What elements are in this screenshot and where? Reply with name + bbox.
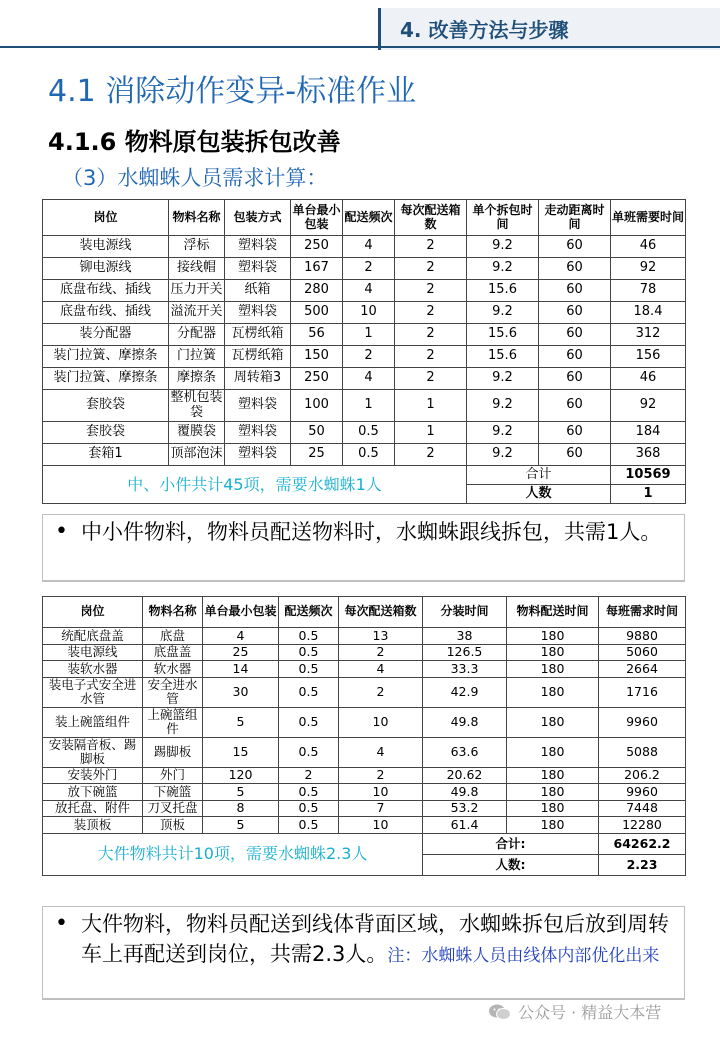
table-cell: 0.5 [343,444,395,466]
table-cell: 刀叉托盘 [143,800,203,817]
table-cell: 25 [203,644,279,661]
table-cell: 装电子式安全进水管 [43,677,143,707]
table-row [43,368,686,390]
table-cell: 250 [291,368,343,390]
table-cell: 120 [203,767,279,784]
table-cell: 10 [343,302,395,324]
table-cell: 50 [291,422,343,444]
table-cell: 外门 [143,767,203,784]
table-cell: 7 [339,800,423,817]
table-row [43,817,686,834]
table-cell: 49.8 [423,707,507,737]
table-cell: 放下碗篮 [43,784,143,801]
table-cell: 9.2 [467,236,539,258]
conclusion-box-small-parts [42,514,685,582]
table-cell: 上碗篮组件 [143,707,203,737]
table-cell: 8 [203,800,279,817]
table-cell: 60 [539,444,611,466]
table-cell: 铆电源线 [43,258,169,280]
header-cell: 每次配送箱数 [339,597,423,628]
header-cell: 每次配送箱数 [395,200,467,236]
total-label: 合计: [423,833,599,854]
table-row [43,444,686,466]
table-cell: 放托盘、附件 [43,800,143,817]
total-label: 合计 [467,466,611,485]
table-cell: 塑料袋 [225,258,291,280]
table-cell: 底盘布线、插线 [43,302,169,324]
small-parts-table [42,199,686,504]
header-cell: 岗位 [43,200,169,236]
table-cell: 61.4 [423,817,507,834]
table-cell: 63.6 [423,737,507,767]
table-cell: 15 [203,737,279,767]
table-cell: 顶板 [143,817,203,834]
table-cell: 18.4 [611,302,686,324]
table-cell: 0.5 [279,707,339,737]
table-cell: 4 [343,368,395,390]
header-cell: 物料名称 [169,200,225,236]
table-row [43,302,686,324]
table-cell: 分配器 [169,324,225,346]
table-cell: 180 [507,677,599,707]
table-cell: 装门拉簧、摩擦条 [43,368,169,390]
table-cell: 13 [339,628,423,645]
table-row [43,628,686,645]
table-cell: 2 [395,346,467,368]
conclusion-box-large-parts [42,906,685,1000]
table-cell: 60 [539,302,611,324]
table-cell: 4 [343,236,395,258]
table-cell: 底盘布线、插线 [43,280,169,302]
table-cell: 9.2 [467,258,539,280]
table-cell: 150 [291,346,343,368]
table-cell: 4 [343,280,395,302]
table-cell: 312 [611,324,686,346]
table-row [43,767,686,784]
table-cell: 4 [339,661,423,678]
table-cell: 7448 [599,800,686,817]
table-cell: 180 [507,707,599,737]
table-row [43,390,686,422]
table-cell: 184 [611,422,686,444]
table-header-row [43,200,686,236]
table-cell: 126.5 [423,644,507,661]
table-cell: 60 [539,236,611,258]
table-cell: 53.2 [423,800,507,817]
table-cell: 周转箱3 [225,368,291,390]
table-cell: 15.6 [467,324,539,346]
table-cell: 9960 [599,784,686,801]
table-cell: 溢流开关 [169,302,225,324]
table-cell: 10 [339,817,423,834]
table-cell: 60 [539,346,611,368]
table-cell: 装电源线 [43,644,143,661]
table-cell: 2 [395,444,467,466]
table-cell: 安装外门 [43,767,143,784]
table-cell: 摩擦条 [169,368,225,390]
table-cell: 500 [291,302,343,324]
table-cell: 180 [507,817,599,834]
table-cell: 56 [291,324,343,346]
table-cell: 33.3 [423,661,507,678]
section-heading: 4. 改善方法与步骤 [400,18,569,42]
table-cell: 42.9 [423,677,507,707]
table-cell: 1716 [599,677,686,707]
header-cell: 分装时间 [423,597,507,628]
table-cell: 塑料袋 [225,422,291,444]
table-cell: 9.2 [467,444,539,466]
table-cell: 280 [291,280,343,302]
table-cell: 安装隔音板、踢脚板 [43,737,143,767]
table-cell: 368 [611,444,686,466]
table-cell: 5 [203,707,279,737]
table-cell: 瓦楞纸箱 [225,324,291,346]
table-cell: 180 [507,644,599,661]
table-cell: 1 [395,390,467,422]
table-cell: 接线帽 [169,258,225,280]
table-cell: 整机包装袋 [170,390,223,420]
table-cell: 20.62 [423,767,507,784]
table-cell: 2 [395,258,467,280]
table-cell: 60 [539,368,611,390]
summary-note: 中、小件共计45项，需要水蜘蛛1人 [43,466,467,504]
table-cell: 180 [507,661,599,678]
header-cell: 单台最小包装 [291,200,343,236]
total-row [43,466,686,485]
table-cell: 装电源线 [43,236,169,258]
table-cell: 9960 [599,707,686,737]
header-cell: 包装方式 [225,200,291,236]
table-cell: 92 [611,258,686,280]
table-cell: 10 [339,784,423,801]
table-cell: 180 [507,628,599,645]
large-parts-table [42,596,686,876]
total-value: 10569 [611,466,686,485]
header-cell: 岗位 [43,597,143,628]
conclusion-text: 中小件物料，物料员配送物料时，水蜘蛛跟线拆包，共需1人。 [81,520,662,544]
header-cell: 走动距离时间 [539,200,611,236]
table-cell: 压力开关 [169,280,225,302]
people-value: 1 [611,485,686,504]
table-cell: 套胶袋 [43,422,169,444]
table-cell: 60 [539,324,611,346]
table-cell: 塑料袋 [225,390,291,422]
table-cell: 250 [291,236,343,258]
table-cell: 装顶板 [43,817,143,834]
table-cell: 2 [395,236,467,258]
people-label: 人数 [467,485,611,504]
table-cell: 2664 [599,661,686,678]
total-value: 64262.2 [599,833,686,854]
table-cell: 顶部泡沫 [169,444,225,466]
header-cell: 配送频次 [343,200,395,236]
table-cell: 0.5 [279,800,339,817]
table-cell: 底盘 [143,628,203,645]
table-row [43,661,686,678]
table-cell: 统配底盘盖 [43,628,143,645]
watermark [488,1000,661,1023]
table-cell: 浮标 [169,236,225,258]
table-cell: 1 [343,324,395,346]
table-cell: 瓦楞纸箱 [225,346,291,368]
table-cell: 2 [395,302,467,324]
table-cell: 门拉簧 [169,346,225,368]
table-cell: 156 [611,346,686,368]
people-label: 人数: [423,854,599,875]
table-cell: 2 [395,324,467,346]
table-cell: 2 [339,767,423,784]
table-row [43,346,686,368]
table-cell: 60 [539,258,611,280]
table-cell: 塑料袋 [225,302,291,324]
table-cell: 塑料袋 [225,444,291,466]
table-header-row [43,597,686,628]
header-rule [0,46,720,48]
table-cell: 2 [339,644,423,661]
table-cell: 0.5 [279,661,339,678]
header-cell: 单班需要时间 [611,200,686,236]
table-cell: 10 [339,707,423,737]
table-row [43,236,686,258]
table-cell: 5 [203,817,279,834]
table-cell: 5 [203,784,279,801]
table-cell: 38 [423,628,507,645]
table-cell: 0.5 [343,422,395,444]
table-cell: 2 [343,258,395,280]
table-row [43,800,686,817]
bullet-dot: • [55,519,68,544]
table-row [43,324,686,346]
table-cell: 1 [395,422,467,444]
table-cell: 4 [203,628,279,645]
table-row [43,784,686,801]
table-cell: 92 [611,390,686,422]
table-cell: 覆膜袋 [169,422,225,444]
table-cell: 0.5 [279,628,339,645]
table-row [43,677,686,707]
table-cell: 安全进水管 [143,677,203,707]
table-cell: 180 [507,737,599,767]
table-cell: 2 [395,368,467,390]
page-title: 4.1 消除动作变异-标准作业 [48,74,417,109]
table-cell: 15.6 [467,280,539,302]
header-cell: 单个拆包时间 [467,200,539,236]
table-cell: 100 [291,390,343,422]
table-row [43,422,686,444]
table-cell: 167 [291,258,343,280]
table-cell: 9.2 [467,390,539,422]
bullet-dot: • [55,911,68,936]
table-row [43,258,686,280]
header-cell: 每班需求时间 [599,597,686,628]
table-cell: 9.2 [467,368,539,390]
table-cell: 装分配器 [43,324,169,346]
table-cell: 0.5 [279,677,339,707]
header-cell: 物料配送时间 [507,597,599,628]
table-row [43,644,686,661]
table-cell: 12280 [599,817,686,834]
table-cell: 下碗篮 [143,784,203,801]
watermark-text: 公众号 · 精益大本营 [518,1003,662,1022]
table-cell: 套箱1 [43,444,169,466]
table-cell: 180 [507,800,599,817]
table-cell: 5060 [599,644,686,661]
section-caption: （3）水蜘蛛人员需求计算： [62,166,328,190]
header-cell: 单台最小包装 [203,597,279,628]
table-cell: 踢脚板 [143,737,203,767]
table-cell: 78 [611,280,686,302]
wechat-icon [488,1003,512,1021]
table-cell: 纸箱 [225,280,291,302]
header-cell: 物料名称 [143,597,203,628]
page-subtitle: 4.1.6 物料原包装拆包改善 [48,128,341,156]
table-cell: 60 [539,422,611,444]
table-row [43,280,686,302]
table-cell: 46 [611,368,686,390]
conclusion-note: 注：水蜘蛛人员由线体内部优化出来 [387,946,660,967]
table-cell: 60 [539,280,611,302]
header-cell: 配送频次 [279,597,339,628]
conclusion-text [81,909,674,970]
table-cell: 套胶袋 [43,390,169,422]
table-cell: 180 [507,767,599,784]
summary-note: 大件物料共计10项，需要水蜘蛛2.3人 [43,833,423,875]
table-cell: 0.5 [279,737,339,767]
table-cell: 9880 [599,628,686,645]
table-cell: 180 [507,784,599,801]
table-row [43,737,686,767]
table-cell: 装门拉簧、摩擦条 [43,346,169,368]
table-cell: 2 [339,677,423,707]
table-cell: 14 [203,661,279,678]
table-cell: 软水器 [143,661,203,678]
table-cell: 1 [343,390,395,422]
table-cell: 4 [339,737,423,767]
table-cell: 60 [539,390,611,422]
table-cell: 0.5 [279,817,339,834]
conclusion-main: 大件物料，物料员配送到线体背面区域，水蜘蛛拆包后放到周转车上再配送到岗位，共需2.3人。 [81,912,669,967]
table-cell: 9.2 [467,422,539,444]
table-cell: 装软水器 [43,661,143,678]
table-cell: 0.5 [279,784,339,801]
table-row [43,707,686,737]
total-row [43,833,686,854]
people-value: 2.23 [599,854,686,875]
table-cell: 46 [611,236,686,258]
table-cell: 装上碗篮组件 [43,707,143,737]
table-cell: 25 [291,444,343,466]
table-cell: 2 [279,767,339,784]
table-cell: 30 [203,677,279,707]
table-cell: 15.6 [467,346,539,368]
table-cell: 5088 [599,737,686,767]
table-cell: 底盘盖 [143,644,203,661]
table-cell: 2 [343,346,395,368]
table-cell: 206.2 [599,767,686,784]
table-cell: 2 [395,280,467,302]
table-cell: 49.8 [423,784,507,801]
table-cell: 0.5 [279,644,339,661]
table-cell: 塑料袋 [225,236,291,258]
table-cell: 9.2 [467,302,539,324]
